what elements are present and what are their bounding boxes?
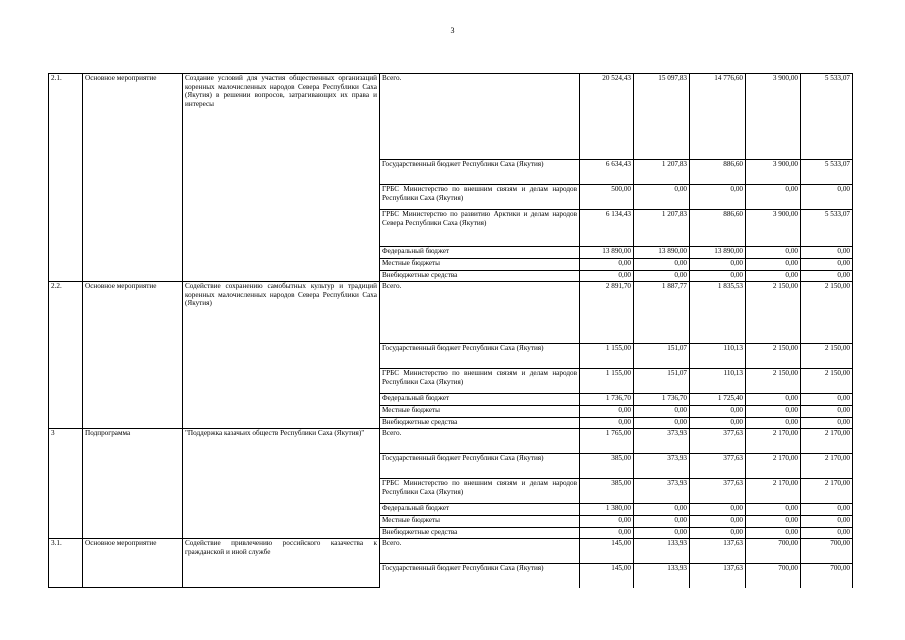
amount-cell: 2 170,00 (746, 429, 801, 454)
amount-cell: 1 835,53 (690, 282, 746, 344)
funding-source: Федеральный бюджет (380, 247, 580, 259)
amount-cell: 700,00 (746, 564, 801, 588)
row-code: 3 (49, 429, 83, 539)
amount-cell: 0,00 (801, 259, 853, 271)
amount-cell: 13 890,00 (634, 247, 690, 259)
amount-cell: 373,93 (634, 479, 690, 504)
row-type: Основное мероприятие (83, 539, 183, 588)
amount-cell: 15 097,83 (634, 74, 690, 160)
amount-cell: 0,00 (746, 185, 801, 210)
row-type: Основное мероприятие (83, 74, 183, 282)
amount-cell: 0,00 (801, 418, 853, 429)
amount-cell: 5 533,07 (801, 74, 853, 160)
row-type: Основное мероприятие (83, 282, 183, 429)
amount-cell: 2 170,00 (801, 429, 853, 454)
amount-cell: 0,00 (746, 394, 801, 406)
amount-cell: 0,00 (801, 528, 853, 539)
amount-cell: 133,93 (634, 564, 690, 588)
amount-cell: 133,93 (634, 539, 690, 564)
amount-cell: 2 150,00 (801, 369, 853, 394)
amount-cell: 5 533,07 (801, 210, 853, 247)
funding-source: Федеральный бюджет (380, 504, 580, 516)
amount-cell: 0,00 (801, 504, 853, 516)
amount-cell: 0,00 (801, 406, 853, 418)
amount-cell: 0,00 (580, 259, 634, 271)
amount-cell: 1 736,70 (580, 394, 634, 406)
amount-cell: 2 150,00 (746, 369, 801, 394)
budget-table (48, 73, 853, 588)
amount-cell: 377,63 (690, 454, 746, 479)
amount-cell: 700,00 (746, 539, 801, 564)
amount-cell: 3 900,00 (746, 160, 801, 185)
table-row (49, 282, 853, 344)
amount-cell: 0,00 (690, 259, 746, 271)
funding-source: Внебюджетные средства (380, 528, 580, 539)
amount-cell: 3 900,00 (746, 210, 801, 247)
funding-source: ГРБС Министерство по внешним связям и делам народов Республики Саха (Якутия) (380, 185, 580, 210)
amount-cell: 13 890,00 (580, 247, 634, 259)
funding-source: Внебюджетные средства (380, 418, 580, 429)
amount-cell: 0,00 (690, 528, 746, 539)
amount-cell: 0,00 (634, 271, 690, 282)
amount-cell: 145,00 (580, 539, 634, 564)
amount-cell: 2 170,00 (801, 454, 853, 479)
amount-cell: 0,00 (690, 406, 746, 418)
amount-cell: 0,00 (746, 504, 801, 516)
funding-source: Местные бюджеты (380, 406, 580, 418)
row-name: Содействие сохранению самобытных культур и традиций коренных малочисленных народов Севера Республики Саха (Якутия) (183, 282, 380, 429)
amount-cell: 0,00 (634, 504, 690, 516)
amount-cell: 1 207,83 (634, 210, 690, 247)
amount-cell: 1 725,40 (690, 394, 746, 406)
funding-source: Местные бюджеты (380, 259, 580, 271)
table-row (49, 429, 853, 454)
amount-cell: 2 170,00 (801, 479, 853, 504)
amount-cell: 110,13 (690, 344, 746, 369)
amount-cell: 151,07 (634, 344, 690, 369)
row-name: Создание условий для участия общественных организаций коренных малочисленных народов Севера Республики Саха (Якутия) в решении вопросов, затрагивающих их права и интересы (183, 74, 380, 282)
amount-cell: 373,93 (634, 454, 690, 479)
funding-source: Всего. (380, 429, 580, 454)
amount-cell: 1 765,00 (580, 429, 634, 454)
amount-cell: 0,00 (634, 516, 690, 528)
row-code: 3.1. (49, 539, 83, 588)
amount-cell: 2 150,00 (746, 282, 801, 344)
amount-cell: 3 900,00 (746, 74, 801, 160)
row-code: 2.2. (49, 282, 83, 429)
amount-cell: 700,00 (801, 564, 853, 588)
funding-source: Всего. (380, 539, 580, 564)
amount-cell: 6 134,43 (580, 210, 634, 247)
amount-cell: 5 533,07 (801, 160, 853, 185)
funding-source: Всего. (380, 282, 580, 344)
table-row (49, 539, 853, 564)
amount-cell: 1 380,00 (580, 504, 634, 516)
amount-cell: 1 207,83 (634, 160, 690, 185)
amount-cell: 0,00 (634, 528, 690, 539)
amount-cell: 0,00 (746, 271, 801, 282)
funding-source: ГРБС Министерство по развитию Арктики и делам народов Севера Республики Саха (Якутия) (380, 210, 580, 247)
funding-source: Государственный бюджет Республики Саха (Якутия) (380, 160, 580, 185)
amount-cell: 377,63 (690, 429, 746, 454)
amount-cell: 0,00 (690, 504, 746, 516)
amount-cell: 151,07 (634, 369, 690, 394)
amount-cell: 0,00 (690, 271, 746, 282)
amount-cell: 2 170,00 (746, 454, 801, 479)
amount-cell: 700,00 (801, 539, 853, 564)
row-type: Подпрограмма (83, 429, 183, 539)
amount-cell: 886,60 (690, 210, 746, 247)
amount-cell: 2 891,70 (580, 282, 634, 344)
amount-cell: 0,00 (580, 516, 634, 528)
funding-source: Государственный бюджет Республики Саха (Якутия) (380, 344, 580, 369)
amount-cell: 2 170,00 (746, 479, 801, 504)
amount-cell: 886,60 (690, 160, 746, 185)
funding-source: Государственный бюджет Республики Саха (Якутия) (380, 454, 580, 479)
funding-source: Всего. (380, 74, 580, 160)
amount-cell: 0,00 (580, 271, 634, 282)
row-code: 2.1. (49, 74, 83, 282)
amount-cell: 0,00 (801, 516, 853, 528)
amount-cell: 0,00 (634, 418, 690, 429)
amount-cell: 385,00 (580, 479, 634, 504)
amount-cell: 385,00 (580, 454, 634, 479)
amount-cell: 2 150,00 (801, 282, 853, 344)
amount-cell: 13 890,00 (690, 247, 746, 259)
amount-cell: 0,00 (580, 418, 634, 429)
amount-cell: 500,00 (580, 185, 634, 210)
amount-cell: 0,00 (690, 185, 746, 210)
amount-cell: 1 155,00 (580, 344, 634, 369)
amount-cell: 0,00 (801, 247, 853, 259)
amount-cell: 0,00 (580, 528, 634, 539)
amount-cell: 0,00 (746, 528, 801, 539)
amount-cell: 1 736,70 (634, 394, 690, 406)
amount-cell: 2 150,00 (801, 344, 853, 369)
amount-cell: 377,63 (690, 479, 746, 504)
amount-cell: 1 887,77 (634, 282, 690, 344)
funding-source: ГРБС Министерство по внешним связям и делам народов Республики Саха (Якутия) (380, 369, 580, 394)
amount-cell: 110,13 (690, 369, 746, 394)
amount-cell: 0,00 (634, 185, 690, 210)
amount-cell: 0,00 (746, 247, 801, 259)
amount-cell: 0,00 (801, 185, 853, 210)
amount-cell: 0,00 (690, 418, 746, 429)
amount-cell: 0,00 (746, 259, 801, 271)
funding-source: Государственный бюджет Республики Саха (Якутия) (380, 564, 580, 588)
row-name: Содействие привлечению российского казачества к гражданской и иной службе (183, 539, 380, 588)
amount-cell: 137,63 (690, 564, 746, 588)
amount-cell: 145,00 (580, 564, 634, 588)
amount-cell: 14 776,60 (690, 74, 746, 160)
funding-source: Внебюджетные средства (380, 271, 580, 282)
table-row (49, 74, 853, 160)
amount-cell: 6 634,43 (580, 160, 634, 185)
amount-cell: 0,00 (801, 271, 853, 282)
funding-source: Федеральный бюджет (380, 394, 580, 406)
amount-cell: 20 524,43 (580, 74, 634, 160)
amount-cell: 0,00 (690, 516, 746, 528)
amount-cell: 1 155,00 (580, 369, 634, 394)
amount-cell: 0,00 (746, 516, 801, 528)
funding-source: ГРБС Министерство по внешним связям и делам народов Республики Саха (Якутия) (380, 479, 580, 504)
amount-cell: 0,00 (746, 418, 801, 429)
amount-cell: 0,00 (634, 406, 690, 418)
row-name: "Поддержка казачьих обществ Республики Саха (Якутия)" (183, 429, 380, 539)
amount-cell: 0,00 (634, 259, 690, 271)
funding-source: Местные бюджеты (380, 516, 580, 528)
amount-cell: 137,63 (690, 539, 746, 564)
amount-cell: 373,93 (634, 429, 690, 454)
amount-cell: 2 150,00 (746, 344, 801, 369)
amount-cell: 0,00 (801, 394, 853, 406)
amount-cell: 0,00 (580, 406, 634, 418)
amount-cell: 0,00 (746, 406, 801, 418)
page-number: 3 (450, 26, 455, 35)
